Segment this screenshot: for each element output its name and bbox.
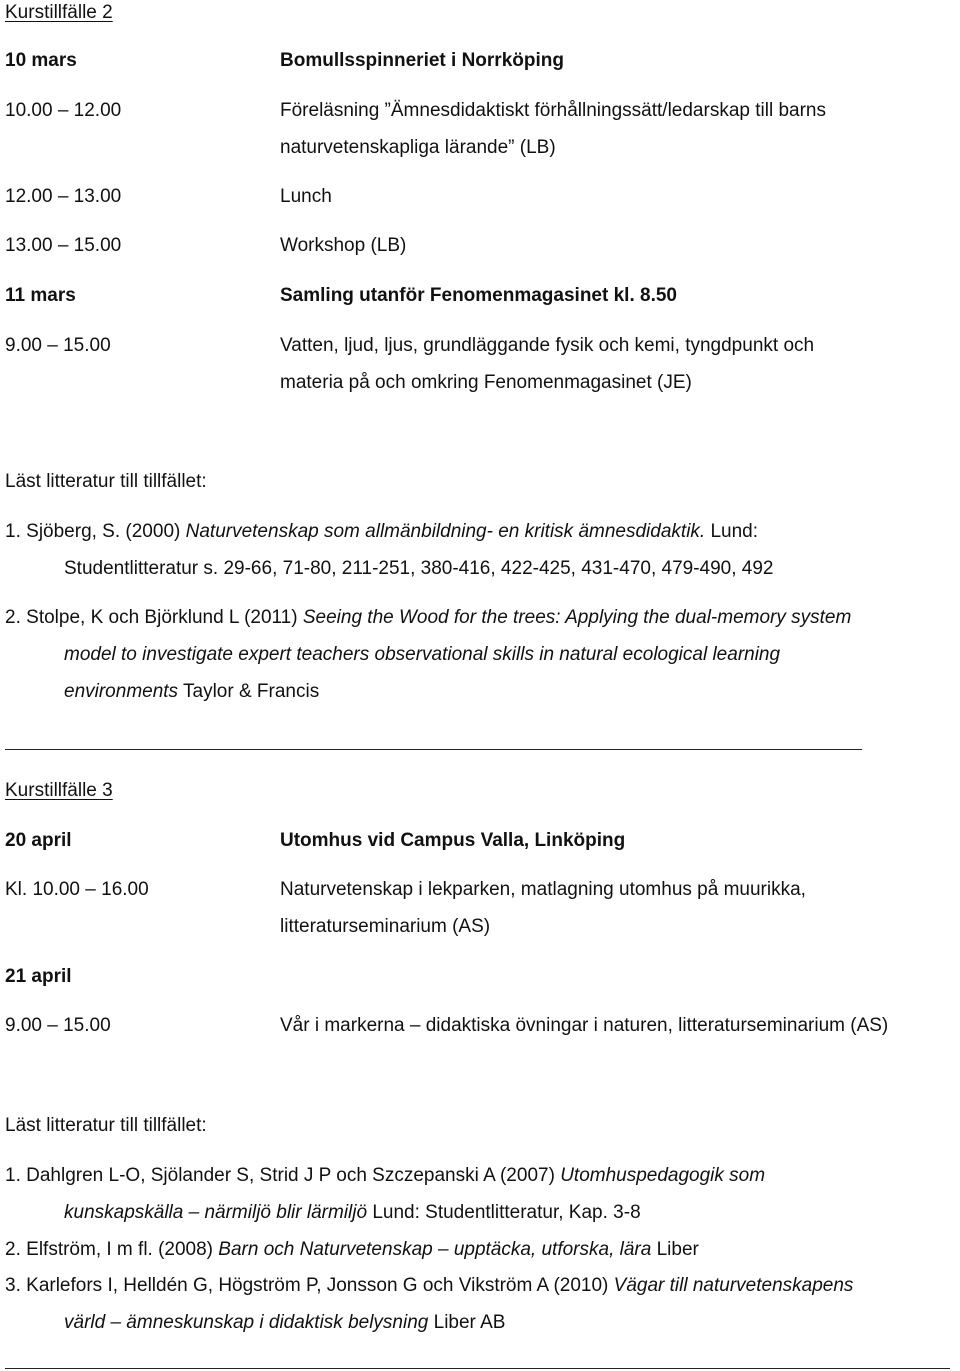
reference-item	[5, 522, 758, 541]
section-divider	[5, 1368, 950, 1369]
session-description: Lunch	[280, 186, 332, 207]
reference-publisher: Liber AB	[428, 1312, 506, 1333]
session-description-cont: materia på och omkring Fenomenmagasinet (JE)	[280, 372, 692, 393]
session-description-cont: litteraturseminarium (AS)	[280, 916, 491, 937]
session-time: 9.00 – 15.00	[5, 1015, 111, 1036]
session-description: Vår i markerna – didaktiska övningar i naturen, litteraturseminarium (AS)	[280, 1015, 889, 1036]
reference-author: Karlefors I, Helldén G, Högström P, Jonsson G och Vikström A (2010)	[26, 1275, 614, 1296]
day-location: Bomullsspinneriet i Norrköping	[280, 50, 564, 71]
reference-title-cont: model to investigate expert teachers observational skills in natural ecological learning	[64, 644, 781, 665]
section-heading: Kurstillfälle 3	[5, 780, 113, 801]
session-time: 12.00 – 13.00	[5, 186, 122, 207]
reference-author: Stolpe, K och Björklund L (2011)	[26, 607, 303, 628]
reference-title: Utomhuspedagogik som	[560, 1165, 766, 1186]
day-date: 11 mars	[5, 285, 76, 306]
reference-title: Barn och Naturvetenskap – upptäcka, utforska, lära	[218, 1239, 652, 1260]
reference-item-cont	[64, 1203, 641, 1222]
day-location: Samling utanför Fenomenmagasinet kl. 8.50	[280, 285, 677, 306]
day-location: Utomhus vid Campus Valla, Linköping	[280, 830, 626, 851]
reference-number: 1.	[5, 1165, 21, 1186]
session-time: 9.00 – 15.00	[5, 335, 111, 356]
day-date: 21 april	[5, 966, 72, 987]
reference-author: Elfström, I m fl. (2008)	[26, 1239, 219, 1260]
reference-number: 2.	[5, 1239, 21, 1260]
reading-heading: Läst litteratur till tillfället:	[5, 1115, 207, 1136]
reference-title-end: environments	[64, 681, 179, 702]
reference-title-end: kunskapskälla – närmiljö blir lärmiljö	[64, 1202, 368, 1223]
reference-item	[5, 1166, 765, 1185]
reference-item	[5, 1240, 699, 1259]
reference-title: Seeing the Wood for the trees: Applying the dual-memory system	[302, 607, 852, 628]
session-time: 13.00 – 15.00	[5, 235, 122, 256]
reading-heading: Läst litteratur till tillfället:	[5, 471, 207, 492]
reference-pages: Studentlitteratur s. 29-66, 71-80, 211-251, 380-416, 422-425, 431-470, 479-490, 492	[64, 558, 774, 579]
reference-item-cont	[64, 1313, 505, 1332]
day-date: 20 april	[5, 830, 72, 851]
reference-publisher: Liber	[651, 1239, 699, 1260]
reference-publisher: Lund:	[705, 521, 759, 542]
session-description: Vatten, ljud, ljus, grundläggande fysik och kemi, tyngdpunkt och	[280, 335, 815, 356]
section-divider	[5, 749, 862, 750]
reference-title-end: värld – ämneskunskap i didaktisk belysning	[64, 1312, 429, 1333]
reference-item	[5, 608, 851, 627]
reference-author: Dahlgren L-O, Sjölander S, Strid J P och Szczepanski A (2007)	[26, 1165, 561, 1186]
reference-item-cont	[64, 682, 319, 701]
reference-publisher: Lund: Studentlitteratur, Kap. 3-8	[367, 1202, 641, 1223]
reference-number: 2.	[5, 607, 21, 628]
session-time: Kl. 10.00 – 16.00	[5, 879, 149, 900]
section-heading: Kurstillfälle 2	[5, 2, 113, 23]
session-description-cont: naturvetenskapliga lärande” (LB)	[280, 137, 556, 158]
reference-title: Vägar till naturvetenskapens	[613, 1275, 854, 1296]
reference-publisher: Taylor & Francis	[178, 681, 320, 702]
reference-number: 3.	[5, 1275, 21, 1296]
reference-item	[5, 1276, 853, 1295]
reference-number: 1.	[5, 521, 21, 542]
session-description: Naturvetenskap i lekparken, matlagning utomhus på muurikka,	[280, 879, 806, 900]
session-description: Föreläsning ”Ämnesdidaktiskt förhållningssätt/ledarskap till barns	[280, 100, 826, 121]
session-description: Workshop (LB)	[280, 235, 407, 256]
reference-title: Naturvetenskap som allmänbildning- en kritisk ämnesdidaktik.	[185, 521, 706, 542]
session-time: 10.00 – 12.00	[5, 100, 122, 121]
day-date: 10 mars	[5, 50, 77, 71]
reference-author: Sjöberg, S. (2000)	[26, 521, 186, 542]
